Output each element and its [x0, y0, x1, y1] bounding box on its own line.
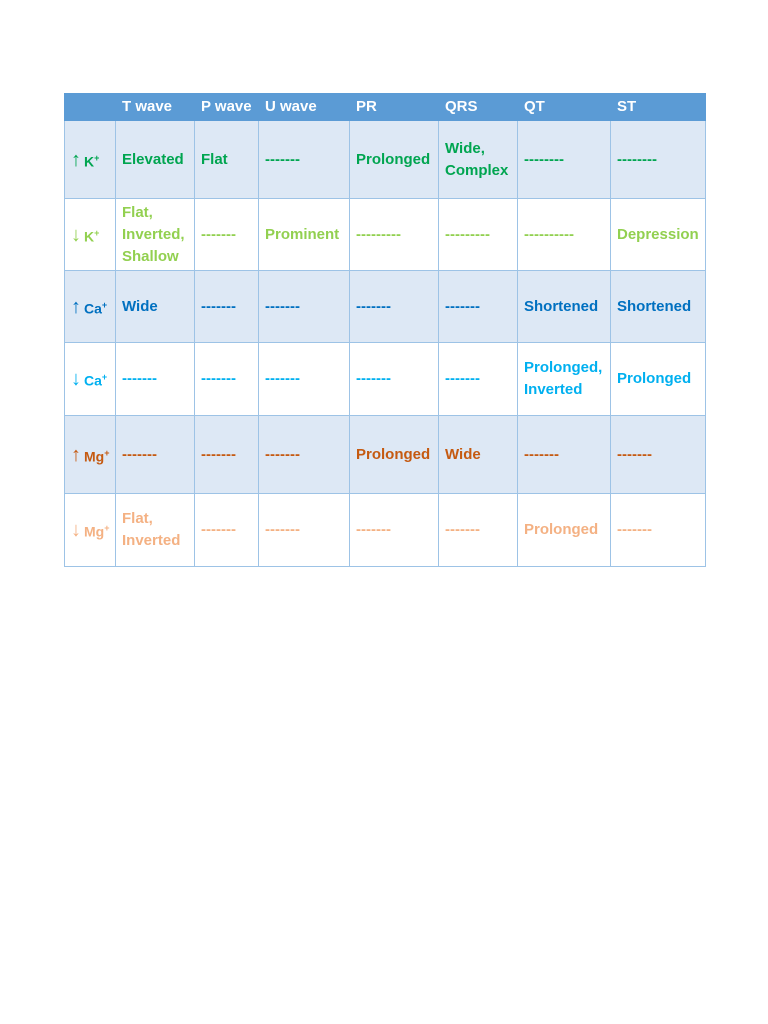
cell-value: ------- — [356, 521, 391, 538]
cell-value: Prolonged — [356, 445, 431, 463]
table-cell — [195, 271, 259, 343]
table-cell — [518, 494, 611, 567]
ion-element: Mg — [84, 523, 105, 540]
table-cell — [195, 199, 259, 271]
cell-value: Elevated — [122, 150, 184, 168]
ion-charge: + — [101, 372, 108, 383]
table-cell — [259, 494, 350, 567]
cell-value: -------- — [617, 150, 657, 168]
table-cell — [116, 343, 195, 416]
table-cell — [611, 494, 706, 567]
table-cell — [350, 494, 439, 567]
table-cell — [439, 494, 518, 567]
table-cell — [195, 343, 259, 416]
table-row — [65, 494, 706, 567]
arrow-up-icon: ↑ — [71, 148, 81, 171]
cell-value: Flat, Inverted — [122, 510, 181, 549]
ion-charge: + — [104, 447, 110, 458]
cell-value: Shortened — [524, 297, 599, 315]
ion-cell — [65, 121, 116, 199]
table-row — [65, 343, 706, 416]
table-cell — [611, 121, 706, 199]
cell-value: Prolonged — [356, 150, 431, 168]
table-cell — [439, 199, 518, 271]
table-cell — [195, 416, 259, 494]
ion-symbol — [84, 442, 109, 468]
col-header-ion — [65, 94, 116, 121]
table-cell — [611, 416, 706, 494]
ion-charge: + — [101, 299, 108, 310]
cell-value: Prolonged — [617, 370, 692, 387]
ion-element: Ca — [84, 300, 102, 317]
table-cell — [350, 271, 439, 343]
table-cell — [259, 343, 350, 416]
cell-value: ------- — [122, 445, 157, 463]
electrolyte-ecg-table — [64, 93, 706, 567]
col-header-u-wave: U wave — [259, 94, 350, 121]
cell-value: ------- — [201, 297, 236, 315]
ion-symbol — [84, 366, 107, 392]
arrow-up-icon: ↑ — [71, 443, 81, 466]
table-cell — [195, 494, 259, 567]
ion-element: Mg — [84, 448, 105, 465]
cell-value: Shortened — [617, 297, 692, 315]
table-cell — [439, 343, 518, 416]
ion-symbol — [84, 517, 109, 543]
ion-symbol — [84, 222, 99, 248]
cell-value: --------- — [356, 225, 401, 243]
table-row — [65, 271, 706, 343]
header-row — [65, 94, 706, 121]
table-cell — [439, 416, 518, 494]
table-row — [65, 121, 706, 199]
ion-cell — [65, 494, 116, 567]
cell-value: ------- — [265, 521, 300, 538]
table-cell — [116, 494, 195, 567]
col-header-pr: PR — [350, 94, 439, 121]
cell-value: ------- — [617, 521, 652, 538]
col-header-t-wave: T wave — [116, 94, 195, 121]
cell-value: ------- — [122, 370, 157, 387]
cell-value: ------- — [201, 370, 236, 387]
table-cell — [195, 121, 259, 199]
ion-element: K — [84, 153, 95, 170]
table-cell — [259, 416, 350, 494]
ion-symbol — [84, 294, 107, 320]
cell-value: Flat — [201, 150, 228, 168]
cell-value: ------- — [617, 445, 652, 463]
table-cell — [116, 121, 195, 199]
cell-value: ------- — [445, 370, 480, 387]
arrow-down-icon: ↓ — [71, 368, 81, 390]
cell-value: ------- — [201, 225, 236, 243]
col-header-st: ST — [611, 94, 706, 121]
cell-value: ------- — [356, 297, 391, 315]
table-cell — [116, 199, 195, 271]
table-cell — [350, 416, 439, 494]
cell-value: ------- — [265, 150, 300, 168]
table-cell — [518, 199, 611, 271]
ion-charge: + — [104, 523, 110, 534]
cell-value: Prolonged, Inverted — [524, 359, 603, 398]
cell-value: -------- — [524, 150, 564, 168]
ion-label-group — [71, 366, 109, 392]
col-header-qt: QT — [518, 94, 611, 121]
table-cell — [439, 121, 518, 199]
cell-value: ------- — [356, 370, 391, 387]
ion-label-group — [71, 147, 109, 173]
ion-charge: + — [94, 152, 100, 163]
cell-value: ------- — [445, 521, 480, 538]
cell-value: ------- — [265, 370, 300, 387]
cell-value: ------- — [265, 297, 300, 315]
ion-cell — [65, 416, 116, 494]
table-cell — [259, 199, 350, 271]
cell-value: ------- — [265, 445, 300, 463]
col-header-qrs: QRS — [439, 94, 518, 121]
cell-value: Depression — [617, 225, 699, 243]
ion-charge: + — [94, 227, 100, 238]
cell-value: Flat, Inverted, Shallow — [122, 203, 185, 265]
ion-cell — [65, 271, 116, 343]
cell-value: Prolonged — [524, 521, 599, 538]
table-cell — [259, 121, 350, 199]
arrow-down-icon: ↓ — [71, 223, 81, 246]
cell-value: Wide — [445, 445, 481, 463]
cell-value: ------- — [445, 297, 480, 315]
ion-label-group — [71, 442, 109, 468]
ion-label-group — [71, 517, 109, 543]
ion-cell — [65, 343, 116, 416]
ion-symbol — [84, 147, 99, 173]
ion-element: K — [84, 228, 95, 245]
table-cell — [259, 271, 350, 343]
cell-value: Prominent — [265, 225, 340, 243]
arrow-down-icon: ↓ — [71, 519, 81, 541]
cell-value: --------- — [445, 225, 490, 243]
table-cell — [518, 271, 611, 343]
table-cell — [439, 271, 518, 343]
table-cell — [350, 199, 439, 271]
ion-label-group — [71, 222, 109, 248]
cell-value: Wide — [122, 297, 158, 315]
table-cell — [518, 416, 611, 494]
cell-value: ---------- — [524, 225, 574, 243]
table-cell — [116, 271, 195, 343]
col-header-p-wave: P wave — [195, 94, 259, 121]
ion-cell — [65, 199, 116, 271]
table-cell — [116, 416, 195, 494]
table-row — [65, 199, 706, 271]
table-cell — [350, 121, 439, 199]
table-row — [65, 416, 706, 494]
ion-label-group — [71, 294, 109, 320]
table-cell — [518, 343, 611, 416]
cell-value: ------- — [201, 445, 236, 463]
table-cell — [518, 121, 611, 199]
cell-value: ------- — [201, 521, 236, 538]
table-cell — [611, 271, 706, 343]
cell-value: ------- — [524, 445, 559, 463]
arrow-up-icon: ↑ — [71, 295, 81, 318]
cell-value: Wide, Complex — [445, 139, 509, 179]
ion-element: Ca — [84, 372, 102, 389]
table-cell — [611, 343, 706, 416]
table-cell — [350, 343, 439, 416]
table-cell — [611, 199, 706, 271]
